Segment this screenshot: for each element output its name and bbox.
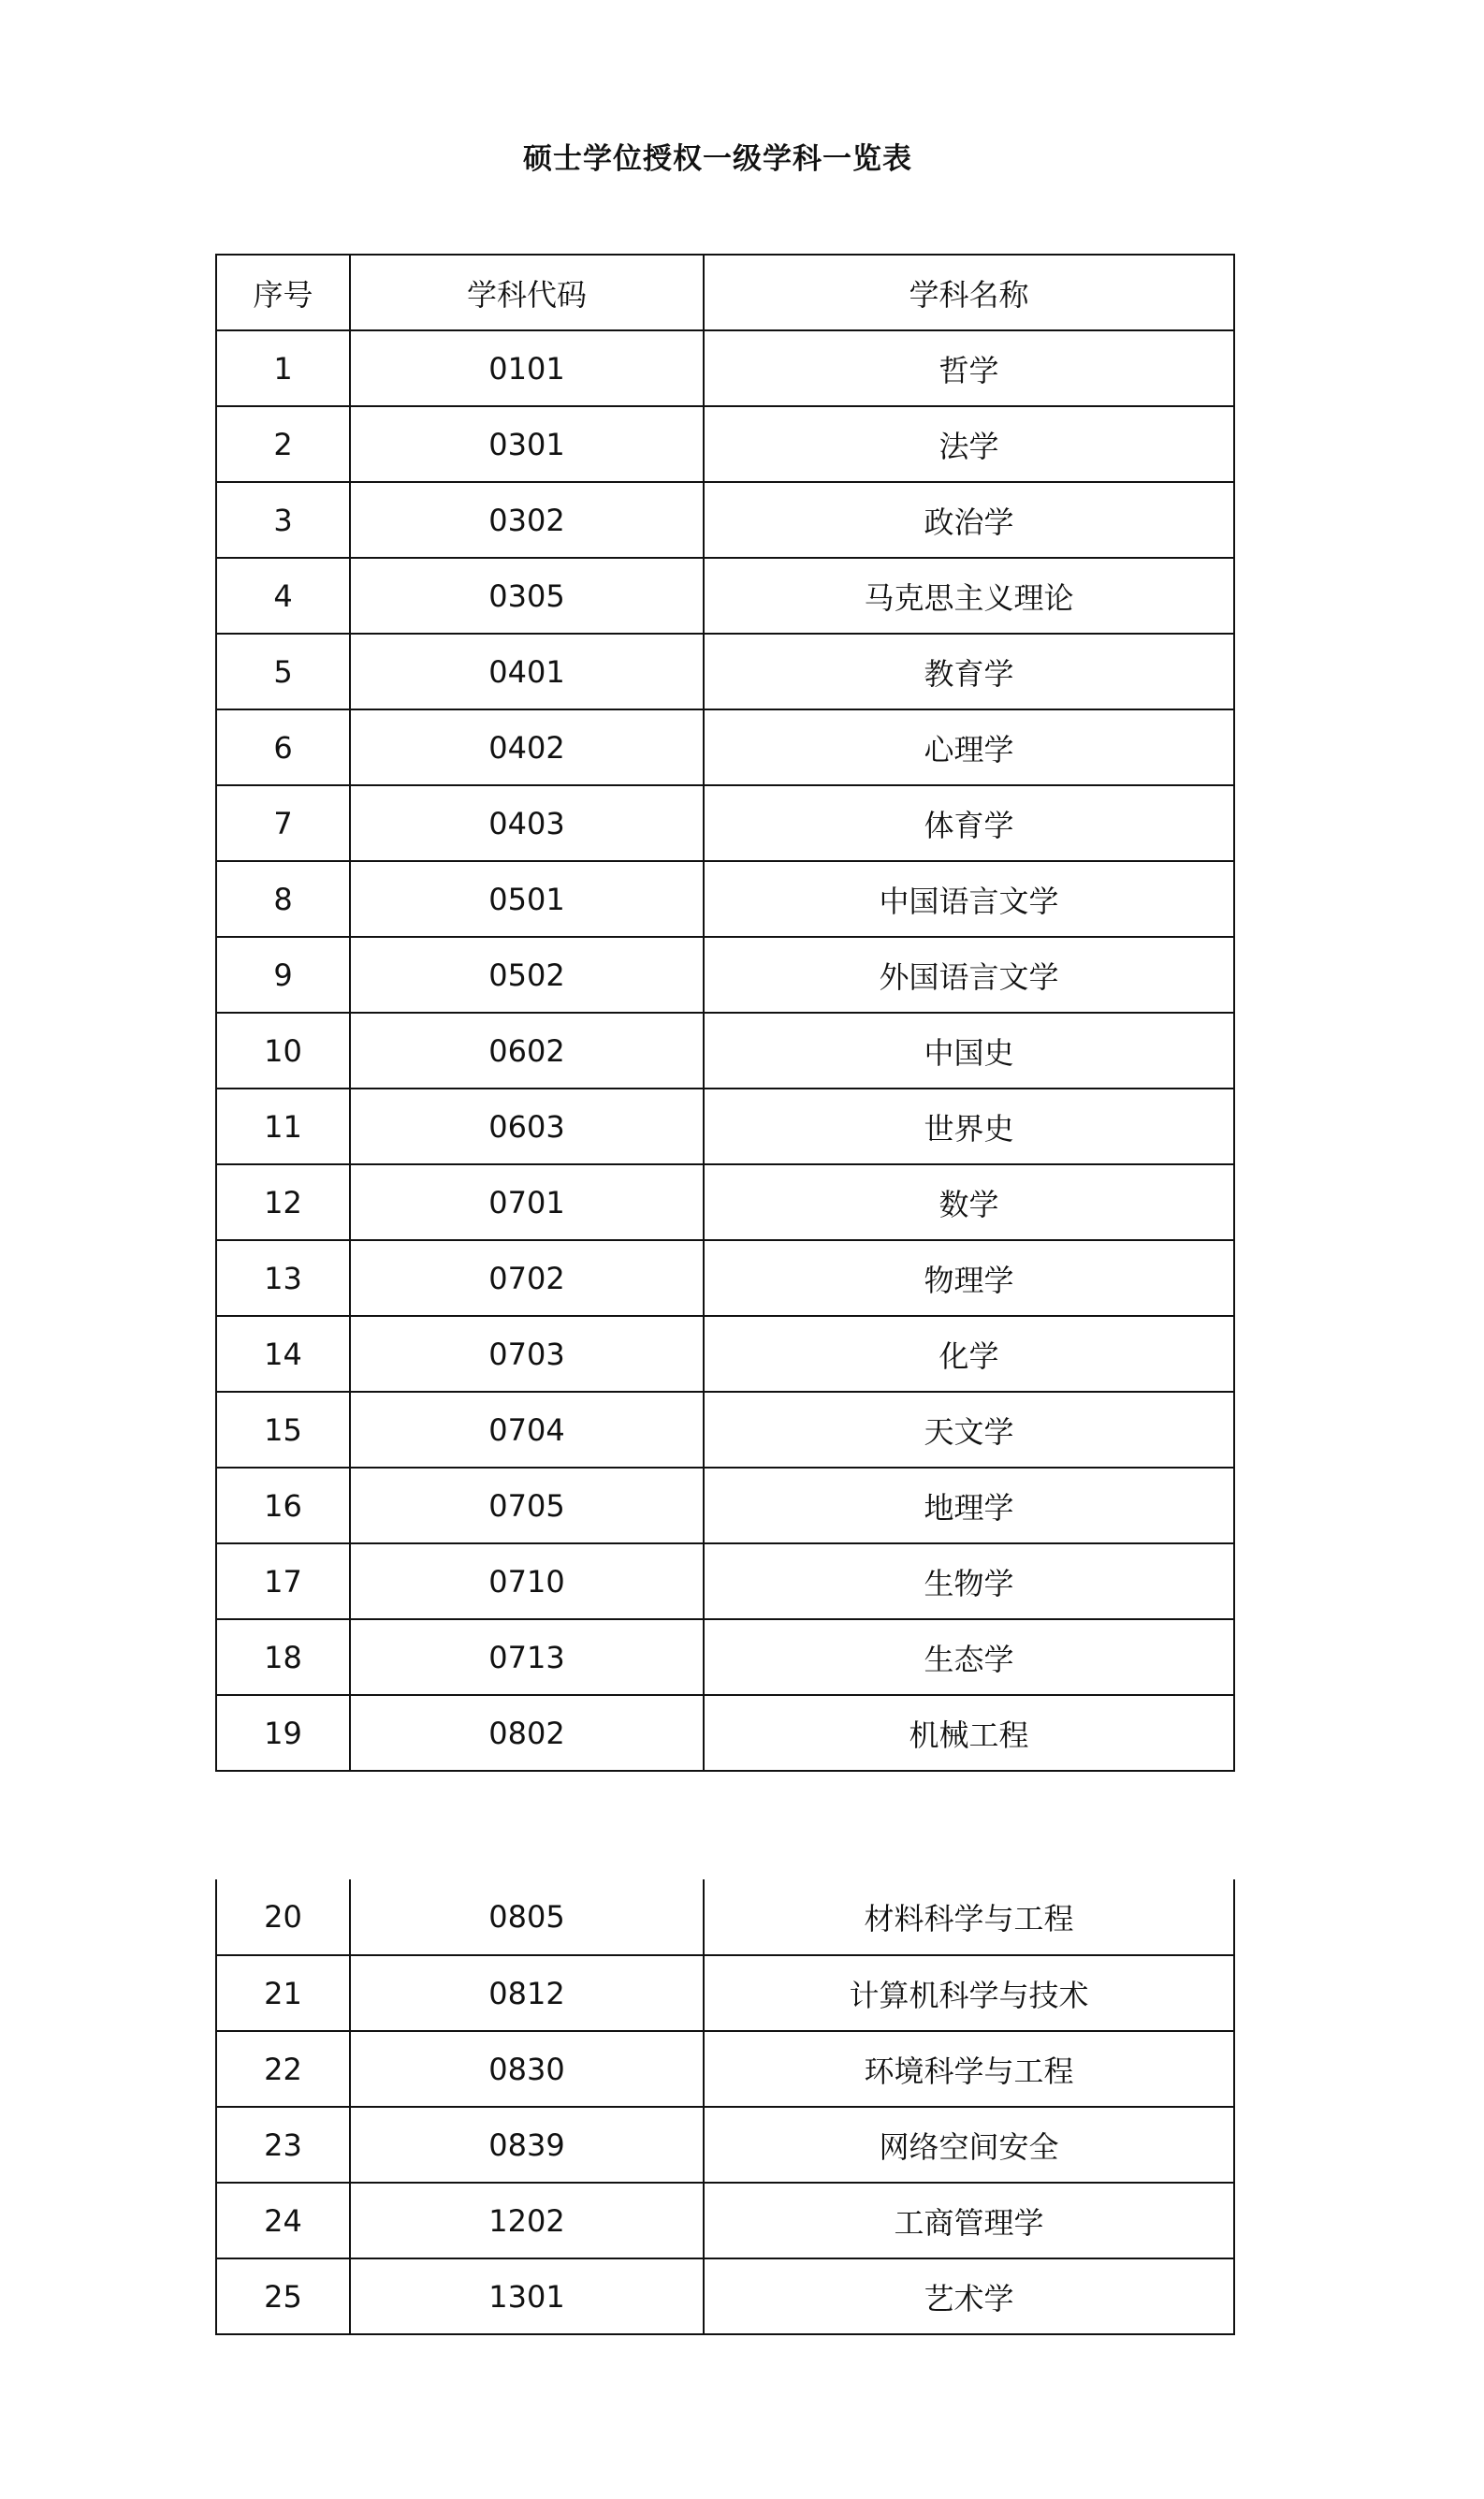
table-row (216, 2031, 1234, 2107)
serial-number-cell: 11 (216, 1089, 350, 1164)
table-row (216, 785, 1234, 861)
subject-name-cell: 化学 (704, 1316, 1234, 1392)
subject-code-cell: 0401 (350, 634, 704, 709)
subject-name-cell: 数学 (704, 1164, 1234, 1240)
table-row (216, 2258, 1234, 2334)
subject-code-cell: 0501 (350, 861, 704, 937)
serial-number-cell: 24 (216, 2183, 350, 2258)
table-row (216, 1695, 1234, 1771)
subject-code-cell: 0805 (350, 1879, 704, 1955)
table-row (216, 1392, 1234, 1468)
table-row (216, 634, 1234, 709)
subject-name-cell: 法学 (704, 406, 1234, 482)
serial-number-cell: 19 (216, 1695, 350, 1771)
subject-name-cell: 生物学 (704, 1543, 1234, 1619)
subject-code-cell: 0101 (350, 330, 704, 406)
serial-number-cell: 25 (216, 2258, 350, 2334)
table-row (216, 1089, 1234, 1164)
serial-number-cell: 22 (216, 2031, 350, 2107)
subject-name-cell: 天文学 (704, 1392, 1234, 1468)
subject-name-cell: 材料科学与工程 (704, 1879, 1234, 1955)
table-row (216, 1543, 1234, 1619)
subject-name-cell: 生态学 (704, 1619, 1234, 1695)
serial-number-cell: 12 (216, 1164, 350, 1240)
subject-name-cell: 世界史 (704, 1089, 1234, 1164)
subject-code-cell: 0402 (350, 709, 704, 785)
table-row (216, 1240, 1234, 1316)
subject-name-cell: 物理学 (704, 1240, 1234, 1316)
table-row (216, 2107, 1234, 2183)
subject-code-cell: 0710 (350, 1543, 704, 1619)
subject-name-cell: 地理学 (704, 1468, 1234, 1543)
subject-name-cell: 艺术学 (704, 2258, 1234, 2334)
subject-code-cell: 0713 (350, 1619, 704, 1695)
subject-name-cell: 中国史 (704, 1013, 1234, 1089)
subject-code-cell: 0502 (350, 937, 704, 1013)
subject-code-cell: 0704 (350, 1392, 704, 1468)
table-row (216, 1013, 1234, 1089)
table-row (216, 1955, 1234, 2031)
subject-code-cell: 0701 (350, 1164, 704, 1240)
table-row (216, 1879, 1234, 1955)
subject-code-cell: 0302 (350, 482, 704, 558)
subject-code-cell: 0403 (350, 785, 704, 861)
serial-number-cell: 6 (216, 709, 350, 785)
subject-name-cell: 计算机科学与技术 (704, 1955, 1234, 2031)
subject-name-cell: 机械工程 (704, 1695, 1234, 1771)
subject-code-cell: 0703 (350, 1316, 704, 1392)
serial-number-cell: 10 (216, 1013, 350, 1089)
subject-name-cell: 网络空间安全 (704, 2107, 1234, 2183)
table-row (216, 482, 1234, 558)
subject-code-cell: 0830 (350, 2031, 704, 2107)
serial-number-cell: 17 (216, 1543, 350, 1619)
subject-code-cell: 0802 (350, 1695, 704, 1771)
serial-number-cell: 13 (216, 1240, 350, 1316)
subject-name-cell: 马克思主义理论 (704, 558, 1234, 634)
page-title: 硕士学位授权一级学科一览表 (523, 142, 912, 176)
subject-code-cell: 0301 (350, 406, 704, 482)
header-subject-name: 学科名称 (704, 255, 1234, 330)
serial-number-cell: 8 (216, 861, 350, 937)
serial-number-cell: 20 (216, 1879, 350, 1955)
serial-number-cell: 16 (216, 1468, 350, 1543)
serial-number-cell: 2 (216, 406, 350, 482)
subject-table (215, 254, 1235, 1772)
table-row (216, 2183, 1234, 2258)
subject-code-cell: 0839 (350, 2107, 704, 2183)
subject-code-cell: 0702 (350, 1240, 704, 1316)
table-row (216, 558, 1234, 634)
serial-number-cell: 15 (216, 1392, 350, 1468)
serial-number-cell: 14 (216, 1316, 350, 1392)
table-row (216, 330, 1234, 406)
subject-code-cell: 0603 (350, 1089, 704, 1164)
subject-code-cell: 1202 (350, 2183, 704, 2258)
serial-number-cell: 3 (216, 482, 350, 558)
table-row (216, 1164, 1234, 1240)
subject-code-cell: 0812 (350, 1955, 704, 2031)
table-row (216, 937, 1234, 1013)
table-row (216, 1468, 1234, 1543)
subject-name-cell: 工商管理学 (704, 2183, 1234, 2258)
subject-table-continued (215, 1879, 1235, 2335)
table-header-row (216, 255, 1234, 330)
serial-number-cell: 7 (216, 785, 350, 861)
header-subject-code: 学科代码 (350, 255, 704, 330)
subject-name-cell: 心理学 (704, 709, 1234, 785)
serial-number-cell: 18 (216, 1619, 350, 1695)
table-row (216, 1619, 1234, 1695)
subject-code-cell: 0705 (350, 1468, 704, 1543)
subject-code-cell: 1301 (350, 2258, 704, 2334)
subject-code-cell: 0602 (350, 1013, 704, 1089)
table-row (216, 861, 1234, 937)
serial-number-cell: 9 (216, 937, 350, 1013)
subject-name-cell: 哲学 (704, 330, 1234, 406)
subject-name-cell: 教育学 (704, 634, 1234, 709)
serial-number-cell: 5 (216, 634, 350, 709)
table-row (216, 1316, 1234, 1392)
subject-name-cell: 政治学 (704, 482, 1234, 558)
serial-number-cell: 4 (216, 558, 350, 634)
header-serial-number: 序号 (216, 255, 350, 330)
table-row (216, 406, 1234, 482)
subject-name-cell: 中国语言文学 (704, 861, 1234, 937)
subject-name-cell: 环境科学与工程 (704, 2031, 1234, 2107)
table-row (216, 709, 1234, 785)
subject-name-cell: 体育学 (704, 785, 1234, 861)
serial-number-cell: 21 (216, 1955, 350, 2031)
subject-code-cell: 0305 (350, 558, 704, 634)
subject-name-cell: 外国语言文学 (704, 937, 1234, 1013)
serial-number-cell: 23 (216, 2107, 350, 2183)
serial-number-cell: 1 (216, 330, 350, 406)
